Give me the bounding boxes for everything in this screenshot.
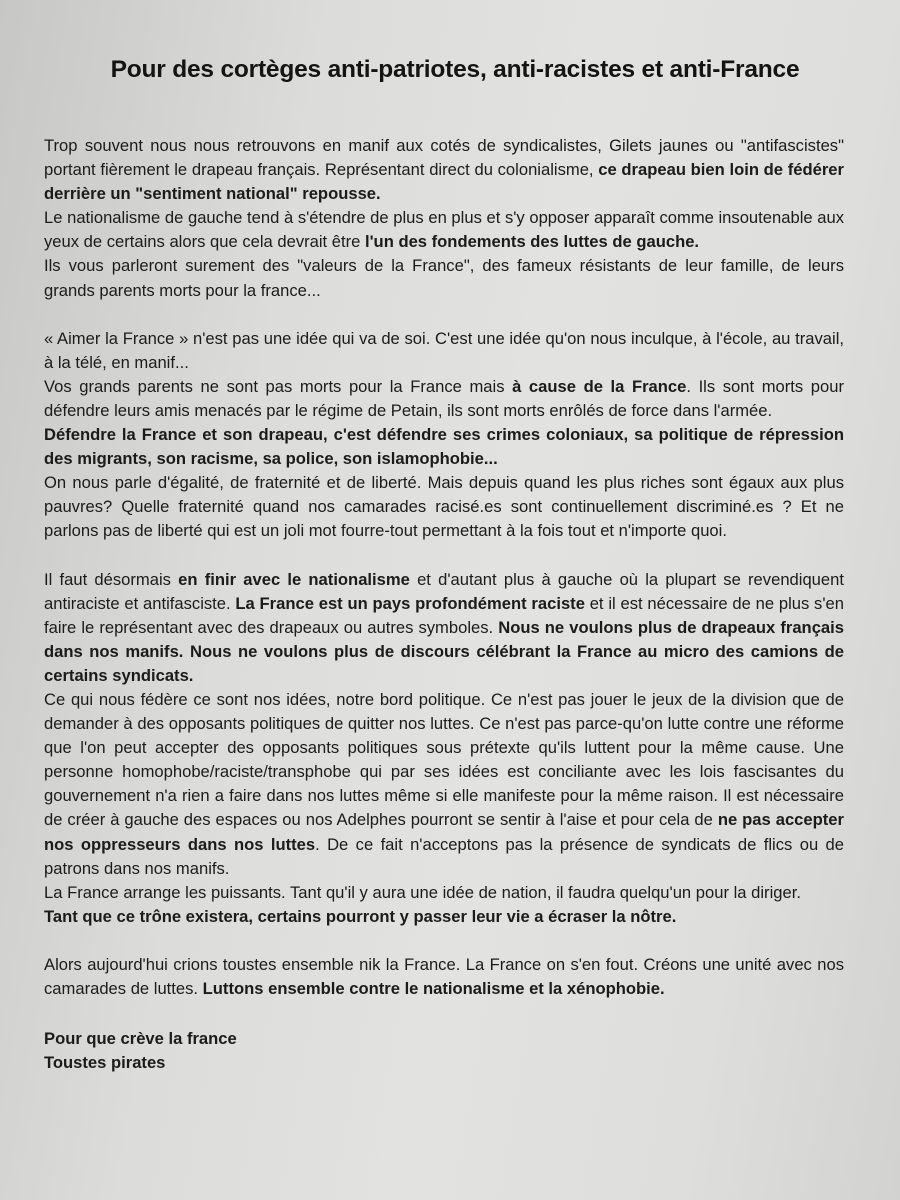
- signature-line-1: Pour que crève la france: [44, 1029, 237, 1049]
- p8-text-a: Il faut désormais: [44, 569, 179, 589]
- p12-bold: Luttons ensemble contre le nationalisme et la xénophobie.: [202, 979, 665, 998]
- p12-text: Alors aujourd'hui crions toustes ensemble nik la France. La France on s'en fout. Créons une unité avec nos camarades de luttes.: [44, 954, 844, 998]
- p2-bold: l'un des fondements des luttes de gauche.: [365, 232, 700, 252]
- flyer-body: [44, 134, 844, 1075]
- p5-bold: à cause de la France: [512, 376, 687, 396]
- p5-text-a: Vos grands parents ne sont pas morts pour la France mais: [44, 376, 513, 396]
- paragraph-1: [44, 134, 844, 206]
- p8-bold-b: en finir avec le nationalisme: [178, 569, 410, 589]
- p8-text-c: et d'autant plus à gauche où la plupart se revendiquent antiraciste et antifasciste.: [44, 569, 844, 613]
- paragraph-3: Ils vous parleront surement des "valeurs de la France", des fameux résistants de leur famille, de leurs grands parents morts pour la france...: [44, 256, 844, 300]
- p8-bold-f: Nous ne voulons plus de drapeaux français dans nos manifs. Nous ne voulons plus de discours célébrant la France au micro des camions de certains syndicats.: [44, 617, 844, 685]
- paragraph-2: [44, 206, 844, 254]
- paragraph-11: Tant que ce trône existera, certains pourront y passer leur vie a écraser la nôtre.: [44, 906, 677, 926]
- p9-text-a: Ce qui nous fédère ce sont nos idées, notre bord politique. Ce n'est pas jouer le jeux de la division que de demander à des opposants politiques de quitter nos luttes. Ce n'est pas parce-qu'on lutte contre une réforme que l'on peut accepter des opposants politiques sous prétexte qu'ils luttent pour la même cause. Une personne homophobe/raciste/transphobe qui par ses idées est conciliante avec les lois fascisantes du gouvernement n'a rien a faire dans nos luttes même si elle manifeste pour la même raison. Il est nécessaire de créer à gauche des espaces ou nos Adelphes pourront se sentir à l'aise et pour cela de: [44, 689, 844, 830]
- paragraph-10: La France arrange les puissants. Tant qu'il y aura une idée de nation, il faudra quelqu'un pour la diriger.: [44, 882, 801, 902]
- p9-bold: ne pas accepter nos oppresseurs dans nos luttes: [44, 810, 844, 854]
- p2-text: Le nationalisme de gauche tend à s'étendre de plus en plus et s'y opposer apparaît comme insoutenable aux yeux de certains alors que cela devrait être: [44, 208, 844, 252]
- p9-text-c: . De ce fait n'acceptons pas la présence de syndicats de flics ou de patrons dans nos manifs.: [44, 834, 845, 878]
- paragraph-5: [44, 375, 844, 423]
- paragraph-9: [44, 688, 844, 881]
- p5-text-c: . Ils sont morts pour défendre leurs amis menacés par le régime de Petain, ils sont morts enrôlés de force dans l'armée.: [44, 376, 844, 420]
- p8-text-e: et il est nécessaire de ne plus s'en faire le représentant avec des drapeaux ou autres symboles.: [44, 593, 844, 637]
- p8-bold-d: La France est un pays profondément raciste: [235, 593, 585, 613]
- paragraph-8: [44, 568, 844, 688]
- paragraph-7: On nous parle d'égalité, de fraternité et de liberté. Mais depuis quand les plus riches sont égaux aux plus pauvres? Quelle fraternité quand nos camarades racisé.es sont continuellement discriminé.es ? Et ne parlons pas de liberté qui est un joli mot fourre-tout permettant à la fois tout et n'importe quoi.: [44, 473, 844, 541]
- signature: [44, 1027, 844, 1075]
- paragraph-4: « Aimer la France » n'est pas une idée qui va de soi. C'est une idée qu'on nous inculque, à l'école, au travail, à la télé, en manif...: [44, 328, 844, 372]
- paragraph-12: [44, 953, 844, 1001]
- p1-text: Trop souvent nous nous retrouvons en manif aux cotés de syndicalistes, Gilets jaunes ou "antifascistes" portant fièrement le drapeau français. Représentant direct du colonialisme,: [44, 136, 844, 180]
- paragraph-6: Défendre la France et son drapeau, c'est défendre ses crimes coloniaux, sa politique de répression des migrants, son racisme, sa police, son islamophobie...: [44, 425, 844, 469]
- page-title: Pour des cortèges anti-patriotes, anti-racistes et anti-France: [110, 56, 800, 83]
- signature-line-2: Toustes pirates: [44, 1053, 166, 1073]
- p1-bold: ce drapeau bien loin de fédérer derrière un "sentiment national" repousse.: [44, 160, 844, 204]
